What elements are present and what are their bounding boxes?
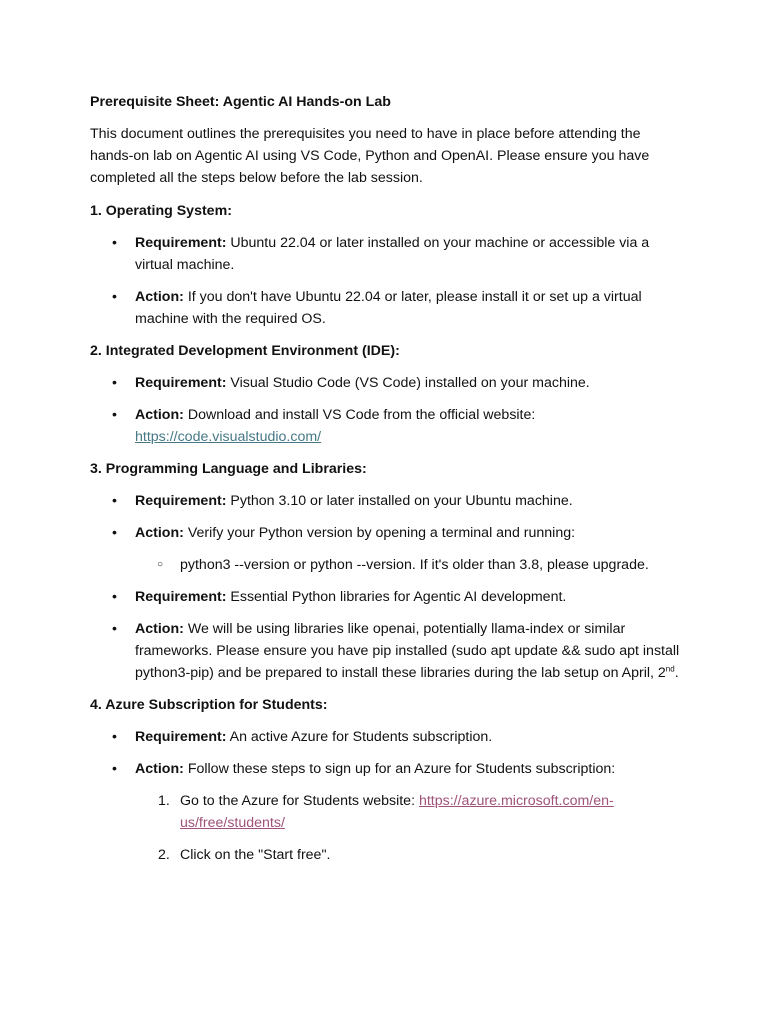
list-item — [90, 586, 686, 608]
requirement-text: Visual Studio Code (VS Code) installed on your machine. — [226, 375, 590, 391]
document-title: Prerequisite Sheet: Agentic AI Hands-on Lab — [90, 94, 391, 110]
sub-list-item: ○ python3 --version or python --version. If it's older than 3.8, please upgrade. — [135, 554, 686, 576]
list-item — [90, 522, 686, 576]
list-item — [90, 726, 686, 748]
section-heading-os: 1. Operating System: — [90, 203, 232, 219]
action-text: Follow these steps to sign up for an Azure for Students subscription: — [183, 761, 616, 777]
lang-list — [90, 490, 686, 684]
azure-students-link[interactable]: https://azure.microsoft.com/en-us/free/students/ — [180, 793, 614, 831]
list-item — [90, 404, 686, 448]
action-label: Action: — [135, 525, 184, 541]
action-label: Action: — [135, 621, 184, 637]
document-page — [90, 91, 686, 876]
python-version-sublist — [135, 554, 686, 576]
requirement-label: Requirement: — [135, 375, 227, 391]
azure-steps-list — [135, 790, 686, 866]
requirement-text: Ubuntu 22.04 or later installed on your machine or accessible via a virtual machine. — [135, 235, 650, 273]
list-item — [90, 372, 686, 394]
action-text: If you don't have Ubuntu 22.04 or later, please install it or set up a virtual machine with the required OS. — [135, 289, 642, 327]
os-list — [90, 232, 686, 330]
action-text-end: . — [674, 665, 679, 681]
action-text: Download and install VS Code from the official website: — [183, 407, 536, 423]
step-number: 1. — [158, 793, 170, 809]
intro-paragraph: This document outlines the prerequisites you need to have in place before attending the hands-on lab on Agentic AI using VS Code, Python and OpenAI. Please ensure you have completed all the steps below before the lab session. — [90, 126, 650, 186]
azure-list — [90, 726, 686, 866]
action-text: Verify your Python version by opening a terminal and running: — [183, 525, 576, 541]
requirement-label: Requirement: — [135, 729, 227, 745]
section-heading-ide: 2. Integrated Development Environment (IDE): — [90, 343, 400, 359]
action-label: Action: — [135, 761, 184, 777]
list-item — [90, 618, 686, 684]
section-heading-lang: 3. Programming Language and Libraries: — [90, 461, 367, 477]
action-label: Action: — [135, 407, 184, 423]
requirement-label: Requirement: — [135, 235, 227, 251]
action-label: Action: — [135, 289, 184, 305]
list-item — [90, 232, 686, 276]
ide-list — [90, 372, 686, 448]
requirement-label: Requirement: — [135, 589, 227, 605]
list-item — [90, 286, 686, 330]
step-text: Go to the Azure for Students website: — [180, 793, 419, 809]
section-heading-azure: 4. Azure Subscription for Students: — [90, 697, 328, 713]
requirement-text: An active Azure for Students subscription. — [226, 729, 493, 745]
numbered-step — [135, 844, 686, 866]
list-item — [90, 490, 686, 512]
requirement-label: Requirement: — [135, 493, 227, 509]
action-text: We will be using libraries like openai, potentially llama-index or similar frameworks. Please ensure you have pip installed (sudo apt update && sudo apt install python3-pip) and be prepared to install these libraries during the lab setup on April, 2 — [135, 621, 680, 681]
ordinal-suffix: nd — [665, 664, 675, 674]
vscode-link[interactable]: https://code.visualstudio.com/ — [135, 429, 322, 445]
step-number: 2. — [158, 847, 170, 863]
requirement-text: Python 3.10 or later installed on your Ubuntu machine. — [226, 493, 573, 509]
numbered-step — [135, 790, 686, 834]
list-item — [90, 758, 686, 866]
requirement-text: Essential Python libraries for Agentic AI development. — [226, 589, 567, 605]
step-text: Click on the "Start free". — [180, 847, 331, 863]
